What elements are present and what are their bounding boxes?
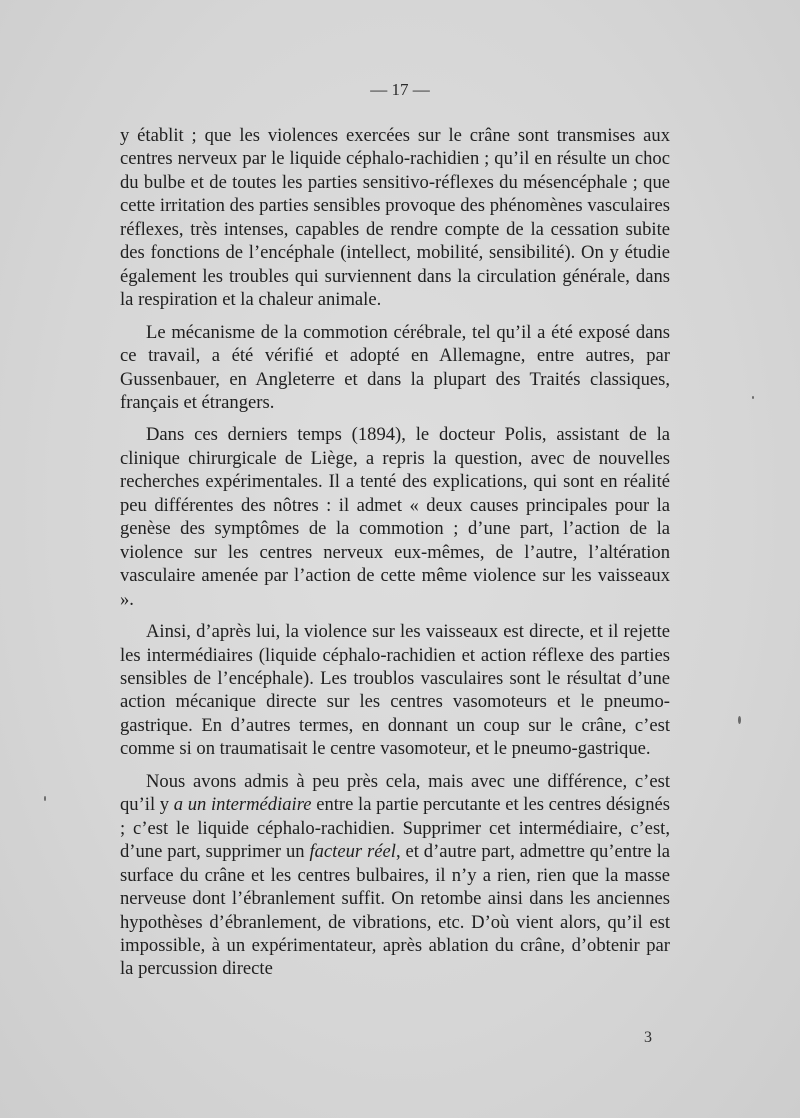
- paragraph-1: y établit ; que les violences exercées sur le crâne sont transmises aux centres nerveux par le liquide céphalo-rachidien ; qu’il en résulte un choc du bulbe et de toutes les parties sensitivo-réflexes du mésencéphale ; que cette irritation des parties sensibles provoque des phénomènes vasculaires réflexes, très intenses, capables de rendre compte de la cessation subite des fonctions de l’encéphale (intellect, mobilité, sensibilité). On y étudie également les troubles qui surviennent dans la circulation générale, dans la respiration et la chaleur animale.: [120, 125, 670, 311]
- paper-speck: [738, 716, 741, 724]
- paragraph-5-part-b: entre la partie percutante et les centres désignés ; c’est le liquide céphalo-rachidien. Supprimer cet intermédiaire, c’est, d’une part, supprimer un: [120, 794, 670, 863]
- paragraph-3: Dans ces derniers temps (1894), le docteur Polis, assistant de la clinique chirurgicale de Liège, a repris la question, avec de nouvelles recherches expérimentales. Il a tenté des explications, qui sont en réalité peu différentes des nôtres : il admet « deux causes principales pour la genèse des symptômes de la commotion ; d’une part, l’action de la violence sur les centres nerveux eux-mêmes, de l’autre, l’altération vasculaire amenée par l’action de cette même violence sur les vaisseaux ».: [120, 424, 670, 610]
- page-number-header: — 17 —: [370, 80, 430, 99]
- body-text: [120, 124, 670, 981]
- paragraph-5: [120, 770, 670, 981]
- paper-speck: [752, 396, 754, 399]
- paragraph-4: Ainsi, d’après lui, la violence sur les vaisseaux est directe, et il rejette les intermédiaires (liquide céphalo-rachidien et action réflexe des parties sensibles de l’encéphale). Les troublos vasculaires sont le résultat d’une action mécanique directe sur les centres vasomoteurs et le pneumo-gastrique. En d’autres termes, en donnant un coup sur le crâne, c’est comme si on traumatisait le centre vasomoteur, et le pneumo-gastrique.: [120, 621, 670, 760]
- paragraph-5-part-c: , et d’autre part, admettre qu’entre la surface du crâne et les centres bulbaires, il n’y a rien, rien que la masse nerveuse dont l’ébranlement suffit. On retombe ainsi dans les anciennes hypothèses d’ébranlement, de vibrations, etc. D’où vient alors, qu’il est impossible, à un expérimentateur, après ablation du crâne, d’obtenir par la percussion directe: [120, 841, 670, 980]
- italic-phrase-intermediaire: a un intermédiaire: [173, 794, 312, 816]
- paper-speck: [44, 796, 46, 801]
- signature-mark: 3: [644, 1029, 652, 1046]
- paragraph-2: Le mécanisme de la commotion cérébrale, tel qu’il a été exposé dans ce travail, a été vérifié et adopté en Allemagne, entre autres, par Gussenbauer, en Angleterre et dans la plupart des Traités classiques, français et étrangers.: [120, 321, 670, 413]
- paragraph-5-part-a: Nous avons admis à peu près cela, mais avec une différence, c’est qu’il y: [120, 770, 670, 816]
- italic-phrase-facteur-reel: facteur réel: [309, 841, 396, 863]
